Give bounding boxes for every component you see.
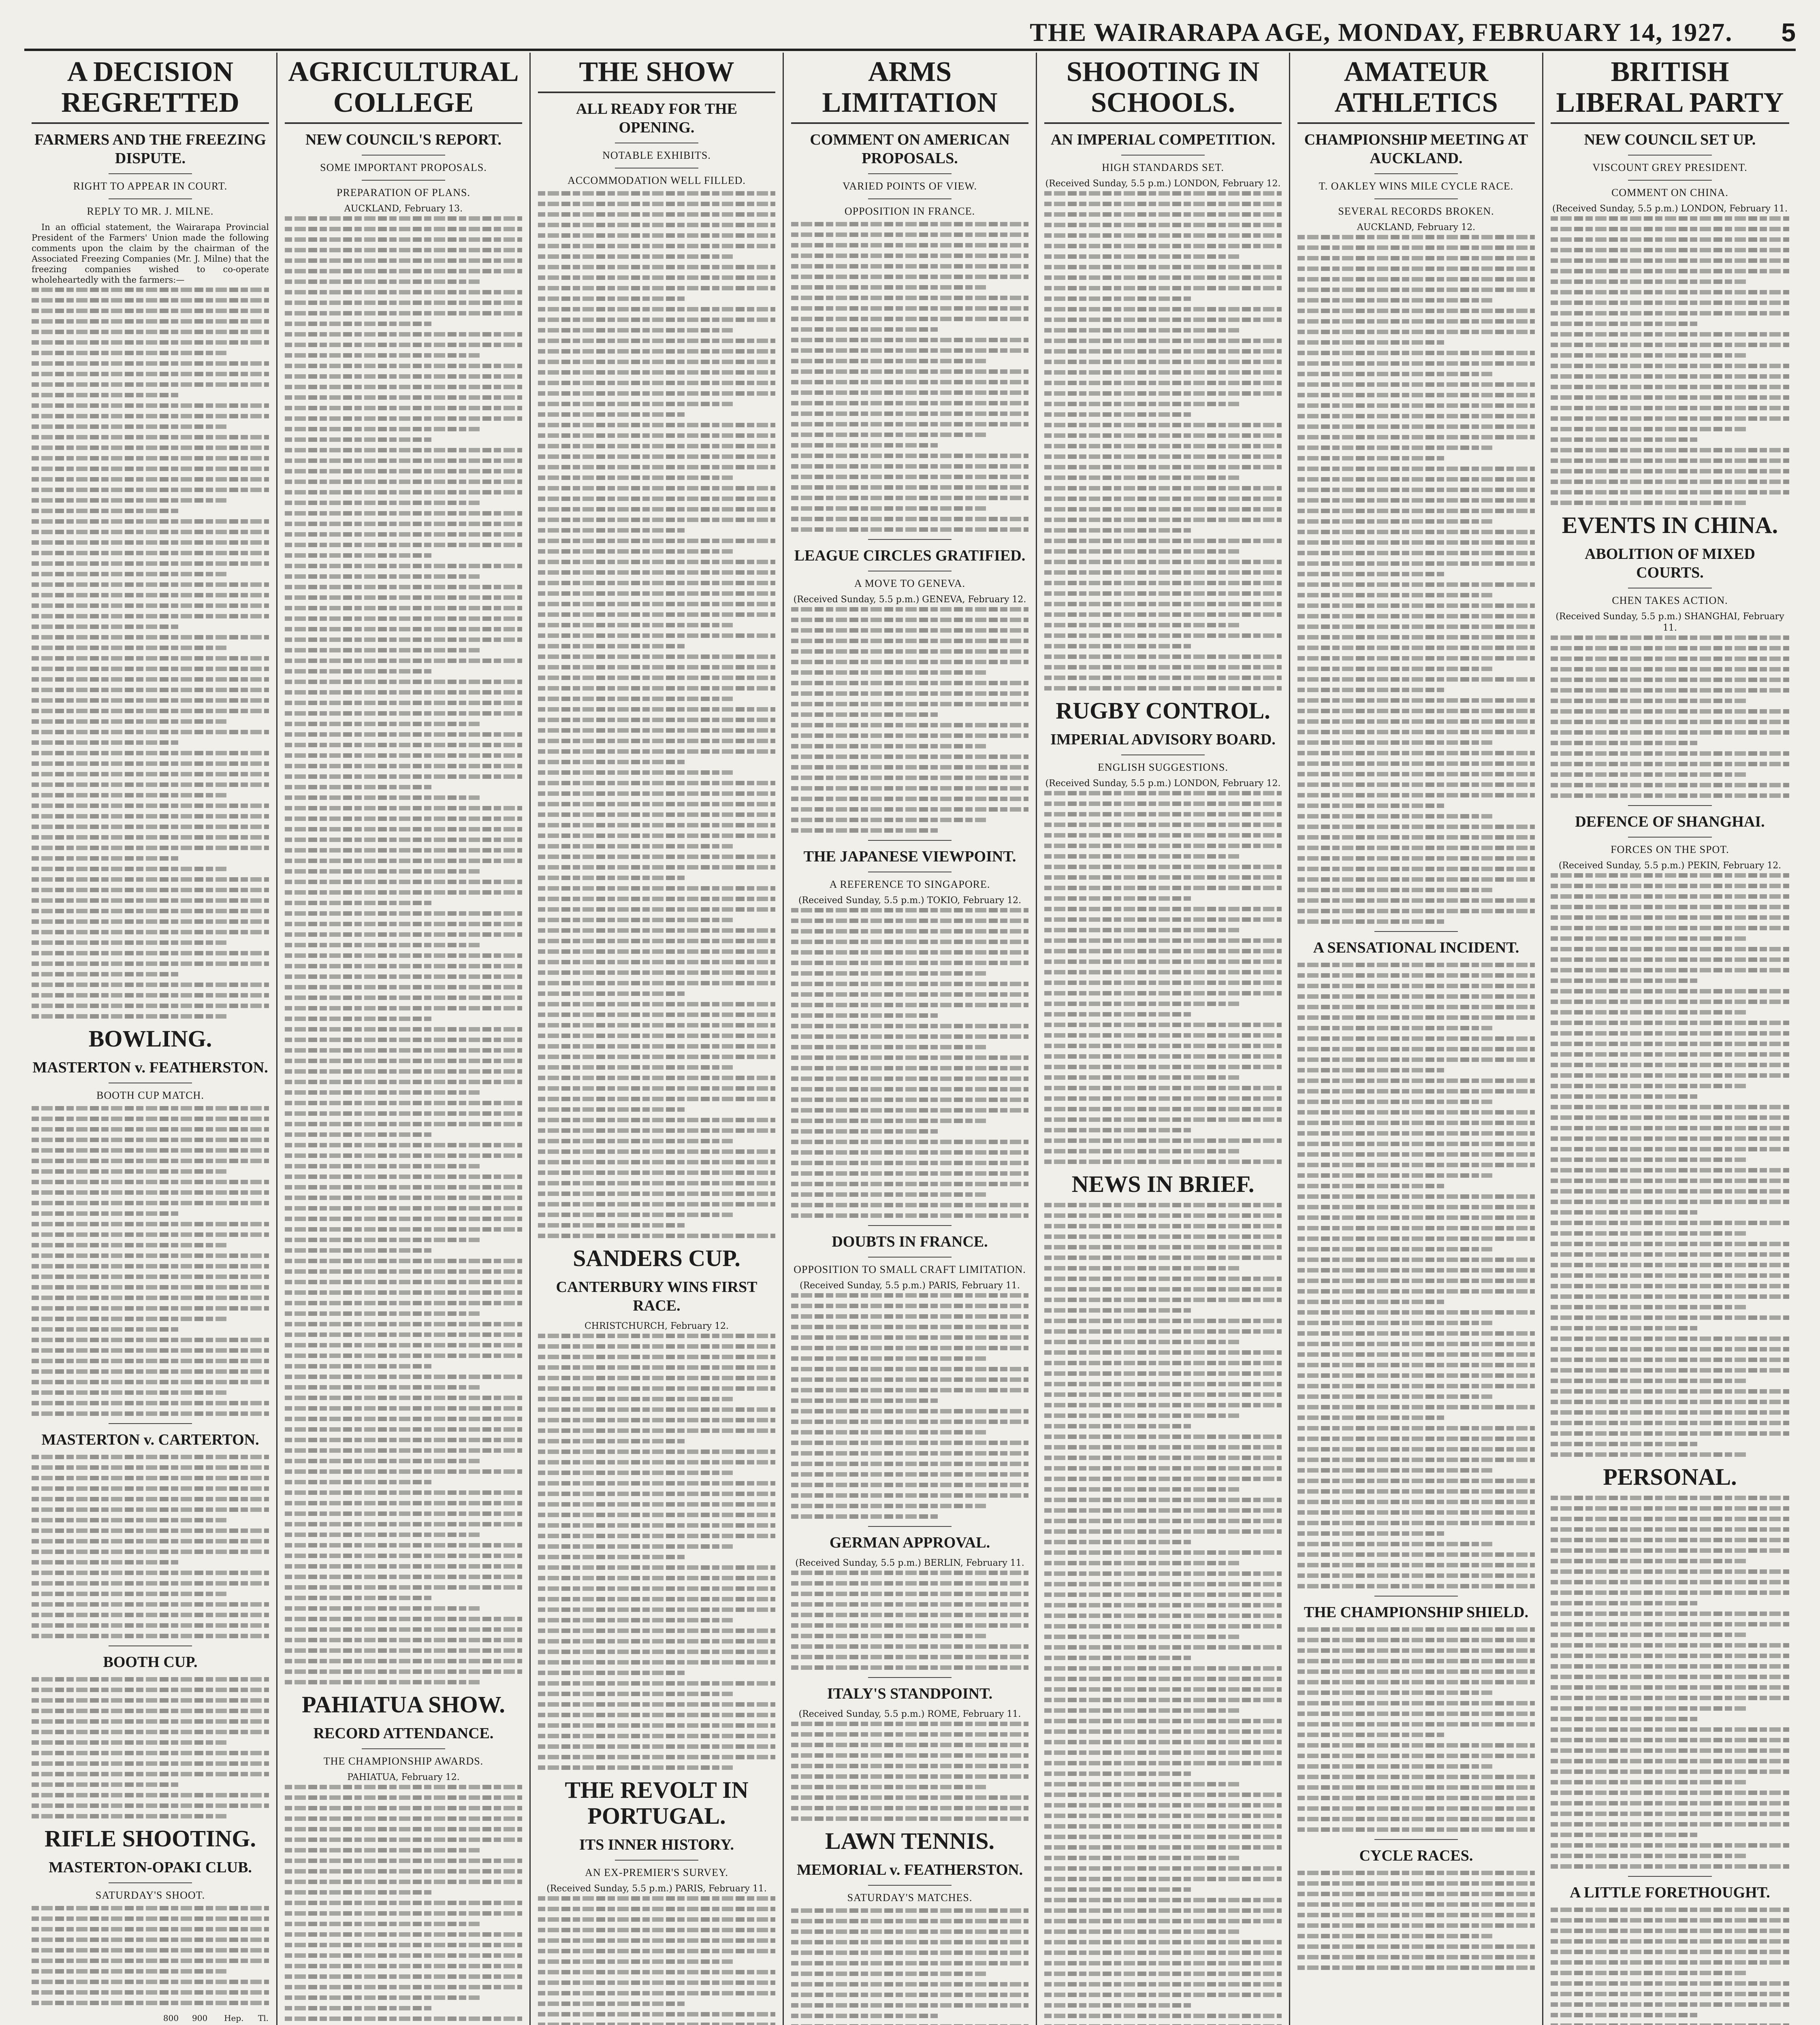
article-heading: AGRICULTURAL COLLEGE xyxy=(285,57,522,124)
article-body-lines xyxy=(32,1906,269,2005)
divider-rule xyxy=(868,1677,951,1678)
divider-rule xyxy=(1374,173,1457,174)
divider-rule xyxy=(1121,155,1204,156)
article xyxy=(1297,1839,1535,1970)
article xyxy=(791,1828,1028,2025)
article-subheading: RIGHT TO APPEAR IN COURT. xyxy=(73,180,228,192)
article-body-lines xyxy=(1551,635,1789,798)
article-dateline: (Received Sunday, 5.5 p.m.) BERLIN, February 11. xyxy=(795,1558,1024,1568)
article xyxy=(285,1692,522,2025)
column-header xyxy=(32,2012,150,2024)
article xyxy=(791,840,1028,1218)
article-subheading: AN IMPERIAL COMPETITION. xyxy=(1050,131,1276,148)
article-subheading: CYCLE RACES. xyxy=(1359,1847,1473,1864)
article-body-lines xyxy=(538,191,775,1238)
article-dateline: (Received Sunday, 5.5 p.m.) ROME, February 11. xyxy=(798,1709,1021,1719)
divider-rule xyxy=(362,180,445,181)
article-subheading: A LITTLE FORETHOUGHT. xyxy=(1570,1884,1770,1901)
article-subheading: OPPOSITION TO SMALL CRAFT LIMITATION. xyxy=(794,1264,1026,1275)
article-body-lines xyxy=(791,607,1028,833)
article xyxy=(1551,1464,1789,1869)
article-body-lines xyxy=(32,1455,269,1638)
article xyxy=(791,57,1028,532)
article-subheading: CHAMPIONSHIP MEETING AT AUCKLAND. xyxy=(1304,131,1528,167)
article xyxy=(1551,805,1789,1457)
divider-rule xyxy=(1628,180,1711,181)
article-subheading: MASTERTON-OPAKI CLUB. xyxy=(49,1859,252,1876)
article-body-lines xyxy=(1297,1871,1535,1970)
article-dateline: AUCKLAND, February 13. xyxy=(344,204,463,214)
column-header: Hep. xyxy=(224,2013,244,2023)
article-body-lines xyxy=(791,908,1028,1218)
article-body-lines xyxy=(791,1571,1028,1670)
article-subheading: BOOTH CUP MATCH. xyxy=(96,1089,204,1101)
article-heading: PAHIATUA SHOW. xyxy=(302,1691,505,1718)
article-subheading: SATURDAY'S SHOOT. xyxy=(95,1889,205,1901)
article-subheading: ENGLISH SUGGESTIONS. xyxy=(1098,761,1228,773)
divider-rule xyxy=(1628,805,1711,806)
article xyxy=(1551,512,1789,798)
article-body-lines xyxy=(1551,1908,1789,2025)
divider-rule xyxy=(109,1882,192,1883)
article-subheading: A MOVE TO GENEVA. xyxy=(854,578,966,589)
article xyxy=(791,1677,1028,1821)
article-subheading: CANTERBURY WINS FIRST RACE. xyxy=(556,1279,757,1314)
column-header: Tl. xyxy=(258,2013,269,2023)
column-header: 900 xyxy=(192,2013,208,2023)
article-dateline: (Received Sunday, 5.5 p.m.) PEKIN, February 12. xyxy=(1558,861,1782,871)
article-subheading: A REFERENCE TO SINGAPORE. xyxy=(829,878,990,890)
article xyxy=(1551,57,1789,505)
article-subheading: FORCES ON THE SPOT. xyxy=(1611,844,1729,855)
divider-rule xyxy=(615,1860,698,1861)
article xyxy=(1551,1876,1789,2025)
article xyxy=(791,1225,1028,1519)
article-subheading: THE JAPANESE VIEWPOINT. xyxy=(803,848,1016,865)
article-body-lines xyxy=(538,1896,775,2025)
article-heading: EVENTS IN CHINA. xyxy=(1562,512,1778,538)
article-dateline: PAHIATUA, February 12. xyxy=(347,1772,460,1782)
divider-rule xyxy=(868,539,951,540)
divider-rule xyxy=(868,1225,951,1226)
divider-rule xyxy=(1374,931,1457,932)
article xyxy=(538,1245,775,1770)
article-heading: BRITISH LIBERAL PARTY xyxy=(1551,57,1789,124)
article-subheading: COMMENT ON CHINA. xyxy=(1611,187,1728,198)
divider-rule xyxy=(109,1423,192,1424)
article-subheading: BOOTH CUP. xyxy=(103,1654,198,1671)
article-subheading: RECORD ATTENDANCE. xyxy=(313,1725,494,1742)
article-body-lines xyxy=(1044,1203,1282,2025)
article-subheading: MASTERTON v. CARTERTON. xyxy=(41,1431,259,1448)
table-header-row xyxy=(32,2012,269,2024)
article-body-lines xyxy=(791,1722,1028,1821)
column-6 xyxy=(1290,53,1543,2025)
divider-rule xyxy=(1628,837,1711,838)
article-heading: NEWS IN BRIEF. xyxy=(1071,1171,1255,1197)
article-heading: ARMS LIMITATION xyxy=(791,57,1028,124)
article xyxy=(791,1526,1028,1670)
article-subheading: ABOLITION OF MIXED COURTS. xyxy=(1585,546,1755,581)
article xyxy=(1297,931,1535,1588)
article-subheading: ACCOMMODATION WELL FILLED. xyxy=(568,175,746,186)
article xyxy=(32,1826,269,2005)
article xyxy=(538,57,775,1238)
article-dateline: (Received Sunday, 5.5 p.m.) PARIS, February 11. xyxy=(800,1281,1020,1291)
column-3 xyxy=(531,53,784,2025)
divider-rule xyxy=(109,198,192,199)
article xyxy=(791,539,1028,833)
article xyxy=(538,1777,775,2025)
article-dateline: (Received Sunday, 5.5 p.m.) TOKIO, February 12. xyxy=(798,895,1022,906)
article xyxy=(1297,57,1535,924)
article-dateline: (Received Sunday, 5.5 p.m.) PARIS, February 11. xyxy=(546,1884,767,1894)
article-subheading: ALL READY FOR THE OPENING. xyxy=(576,100,738,136)
article-dateline: AUCKLAND, February 12. xyxy=(1357,222,1476,232)
article-body-lines xyxy=(1044,791,1282,1164)
article-dateline: (Received Sunday, 5.5 p.m.) LONDON, February 11. xyxy=(1552,204,1788,214)
article-body-lines xyxy=(285,216,522,1684)
divider-rule xyxy=(109,173,192,174)
article-subheading: MEMORIAL v. FEATHERSTON. xyxy=(796,1861,1023,1878)
article xyxy=(32,1646,269,1818)
article-body-lines xyxy=(1044,191,1282,691)
article-subheading: T. OAKLEY WINS MILE CYCLE RACE. xyxy=(1319,180,1514,192)
article-body-lines xyxy=(538,1334,775,1770)
article-subheading: THE CHAMPIONSHIP SHIELD. xyxy=(1304,1604,1529,1621)
article xyxy=(32,1423,269,1638)
article-subheading: PREPARATION OF PLANS. xyxy=(337,187,470,198)
divider-rule xyxy=(1628,1876,1711,1877)
article-subheading: AN EX-PREMIER'S SURVEY. xyxy=(585,1867,728,1878)
article xyxy=(1297,1596,1535,1832)
article-subheading: MASTERTON v. FEATHERSTON. xyxy=(32,1059,268,1076)
article-subheading: SATURDAY'S MATCHES. xyxy=(847,1892,973,1904)
article-heading: PERSONAL. xyxy=(1603,1464,1737,1490)
article-subheading: THE CHAMPIONSHIP AWARDS. xyxy=(323,1755,484,1767)
column-5 xyxy=(1037,53,1290,2025)
article-subheading: DOUBTS IN FRANCE. xyxy=(832,1233,988,1250)
article-heading: RUGBY CONTROL. xyxy=(1056,697,1270,724)
divider-rule xyxy=(868,173,951,174)
article-subheading: OPPOSITION IN FRANCE. xyxy=(844,205,975,217)
article-dateline: (Received Sunday, 5.5 p.m.) GENEVA, February 12. xyxy=(793,595,1026,605)
article-subheading: CHEN TAKES ACTION. xyxy=(1612,595,1728,606)
article-subheading: SEVERAL RECORDS BROKEN. xyxy=(1338,205,1494,217)
article-subheading: NEW COUNCIL'S REPORT. xyxy=(305,131,501,148)
article-dateline: CHRISTCHURCH, February 12. xyxy=(584,1321,729,1331)
divider-rule xyxy=(868,840,951,841)
article-heading: THE REVOLT IN PORTUGAL. xyxy=(565,1777,749,1829)
article-heading: THE SHOW xyxy=(538,57,775,93)
article xyxy=(32,1026,269,1416)
article-body-lines xyxy=(1297,1627,1535,1832)
divider-rule xyxy=(868,1257,951,1258)
article xyxy=(1044,57,1282,691)
article-subheading: ITS INNER HISTORY. xyxy=(579,1836,734,1853)
article-body-lines xyxy=(791,1293,1028,1519)
divider-rule xyxy=(1374,1596,1457,1597)
divider-rule xyxy=(1628,155,1711,156)
divider-rule xyxy=(868,1885,951,1886)
article-subheading: SOME IMPORTANT PROPOSALS. xyxy=(320,162,487,173)
article xyxy=(1044,1171,1282,2025)
column-header: 800 xyxy=(163,2013,179,2023)
article-body-lines xyxy=(32,1677,269,1818)
article-subheading: FARMERS AND THE FREEZING DISPUTE. xyxy=(34,131,266,167)
column-7 xyxy=(1543,53,1797,2025)
article-subheading: NEW COUNCIL SET UP. xyxy=(1584,131,1756,148)
article-body-lines xyxy=(791,1908,1028,2025)
divider-rule xyxy=(868,198,951,199)
article-heading: A DECISION REGRETTED xyxy=(32,57,269,124)
column-2 xyxy=(277,53,531,2025)
article-subheading: COMMENT ON AMERICAN PROPOSALS. xyxy=(810,131,1010,167)
column-4 xyxy=(784,53,1037,2025)
article-subheading: VARIED POINTS OF VIEW. xyxy=(842,180,977,192)
article-body-lines xyxy=(285,1785,522,2025)
article-subheading: LEAGUE CIRCLES GRATIFIED. xyxy=(794,547,1026,564)
article xyxy=(32,57,269,1019)
article-subheading: IMPERIAL ADVISORY BOARD. xyxy=(1050,731,1276,748)
divider-rule xyxy=(362,155,445,156)
article-dateline: (Received Sunday, 5.5 p.m.) LONDON, February 12. xyxy=(1045,179,1281,189)
article-body-lines xyxy=(1551,1496,1789,1869)
divider-rule xyxy=(868,1526,951,1527)
article-subheading: DEFENCE OF SHANGHAI. xyxy=(1575,813,1765,830)
divider-rule xyxy=(1374,1839,1457,1840)
article-subheading: A SENSATIONAL INCIDENT. xyxy=(1313,939,1519,956)
article-subheading: VISCOUNT GREY PRESIDENT. xyxy=(1592,162,1747,173)
article-heading: SANDERS CUP. xyxy=(573,1245,740,1271)
masthead-title: THE WAIRARAPA AGE, MONDAY, FEBRUARY 14, 1927. xyxy=(1030,18,1733,47)
article-lead: In an official statement, the Wairarapa Provincial President of the Farmers' Union made the following comments upon the claim by the chairman of the Associated Freezing Companies (Mr. J. Milne) that the freezing companies wished to co-operate wholeheartedly with the farmers:— xyxy=(32,222,269,285)
article xyxy=(285,57,522,1684)
article-heading: SHOOTING IN SCHOOLS. xyxy=(1044,57,1282,124)
article-body-lines xyxy=(791,222,1028,532)
article xyxy=(1044,698,1282,1164)
page-number: 5 xyxy=(1781,18,1796,47)
article-heading: BOWLING. xyxy=(88,1025,212,1052)
article-subheading: GERMAN APPROVAL. xyxy=(829,1534,990,1551)
article-dateline: (Received Sunday, 5.5 p.m.) LONDON, February 12. xyxy=(1045,778,1281,789)
article-body-lines xyxy=(1297,235,1535,924)
article-subheading: NOTABLE EXHIBITS. xyxy=(602,149,711,161)
divider-rule xyxy=(362,1748,445,1749)
article-heading: RIFLE SHOOTING. xyxy=(44,1825,256,1852)
article-dateline: (Received Sunday, 5.5 p.m.) SHANGHAI, February 11. xyxy=(1555,612,1784,633)
article-subheading: HIGH STANDARDS SET. xyxy=(1102,162,1224,173)
columns xyxy=(24,53,1796,2025)
article-body-lines xyxy=(1551,873,1789,1457)
article-subheading: REPLY TO MR. J. MILNE. xyxy=(87,205,214,217)
scores-table xyxy=(32,2012,269,2025)
article-body-lines xyxy=(32,288,269,1019)
article-body-lines xyxy=(1551,216,1789,505)
divider-rule xyxy=(1374,198,1457,199)
article-body-lines xyxy=(1297,963,1535,1588)
article-heading: LAWN TENNIS. xyxy=(825,1828,994,1854)
article-subheading: ITALY'S STANDPOINT. xyxy=(827,1685,993,1702)
column-1 xyxy=(24,53,277,2025)
article-heading: AMATEUR ATHLETICS xyxy=(1297,57,1535,124)
masthead xyxy=(24,16,1796,51)
article-body-lines xyxy=(32,1106,269,1416)
